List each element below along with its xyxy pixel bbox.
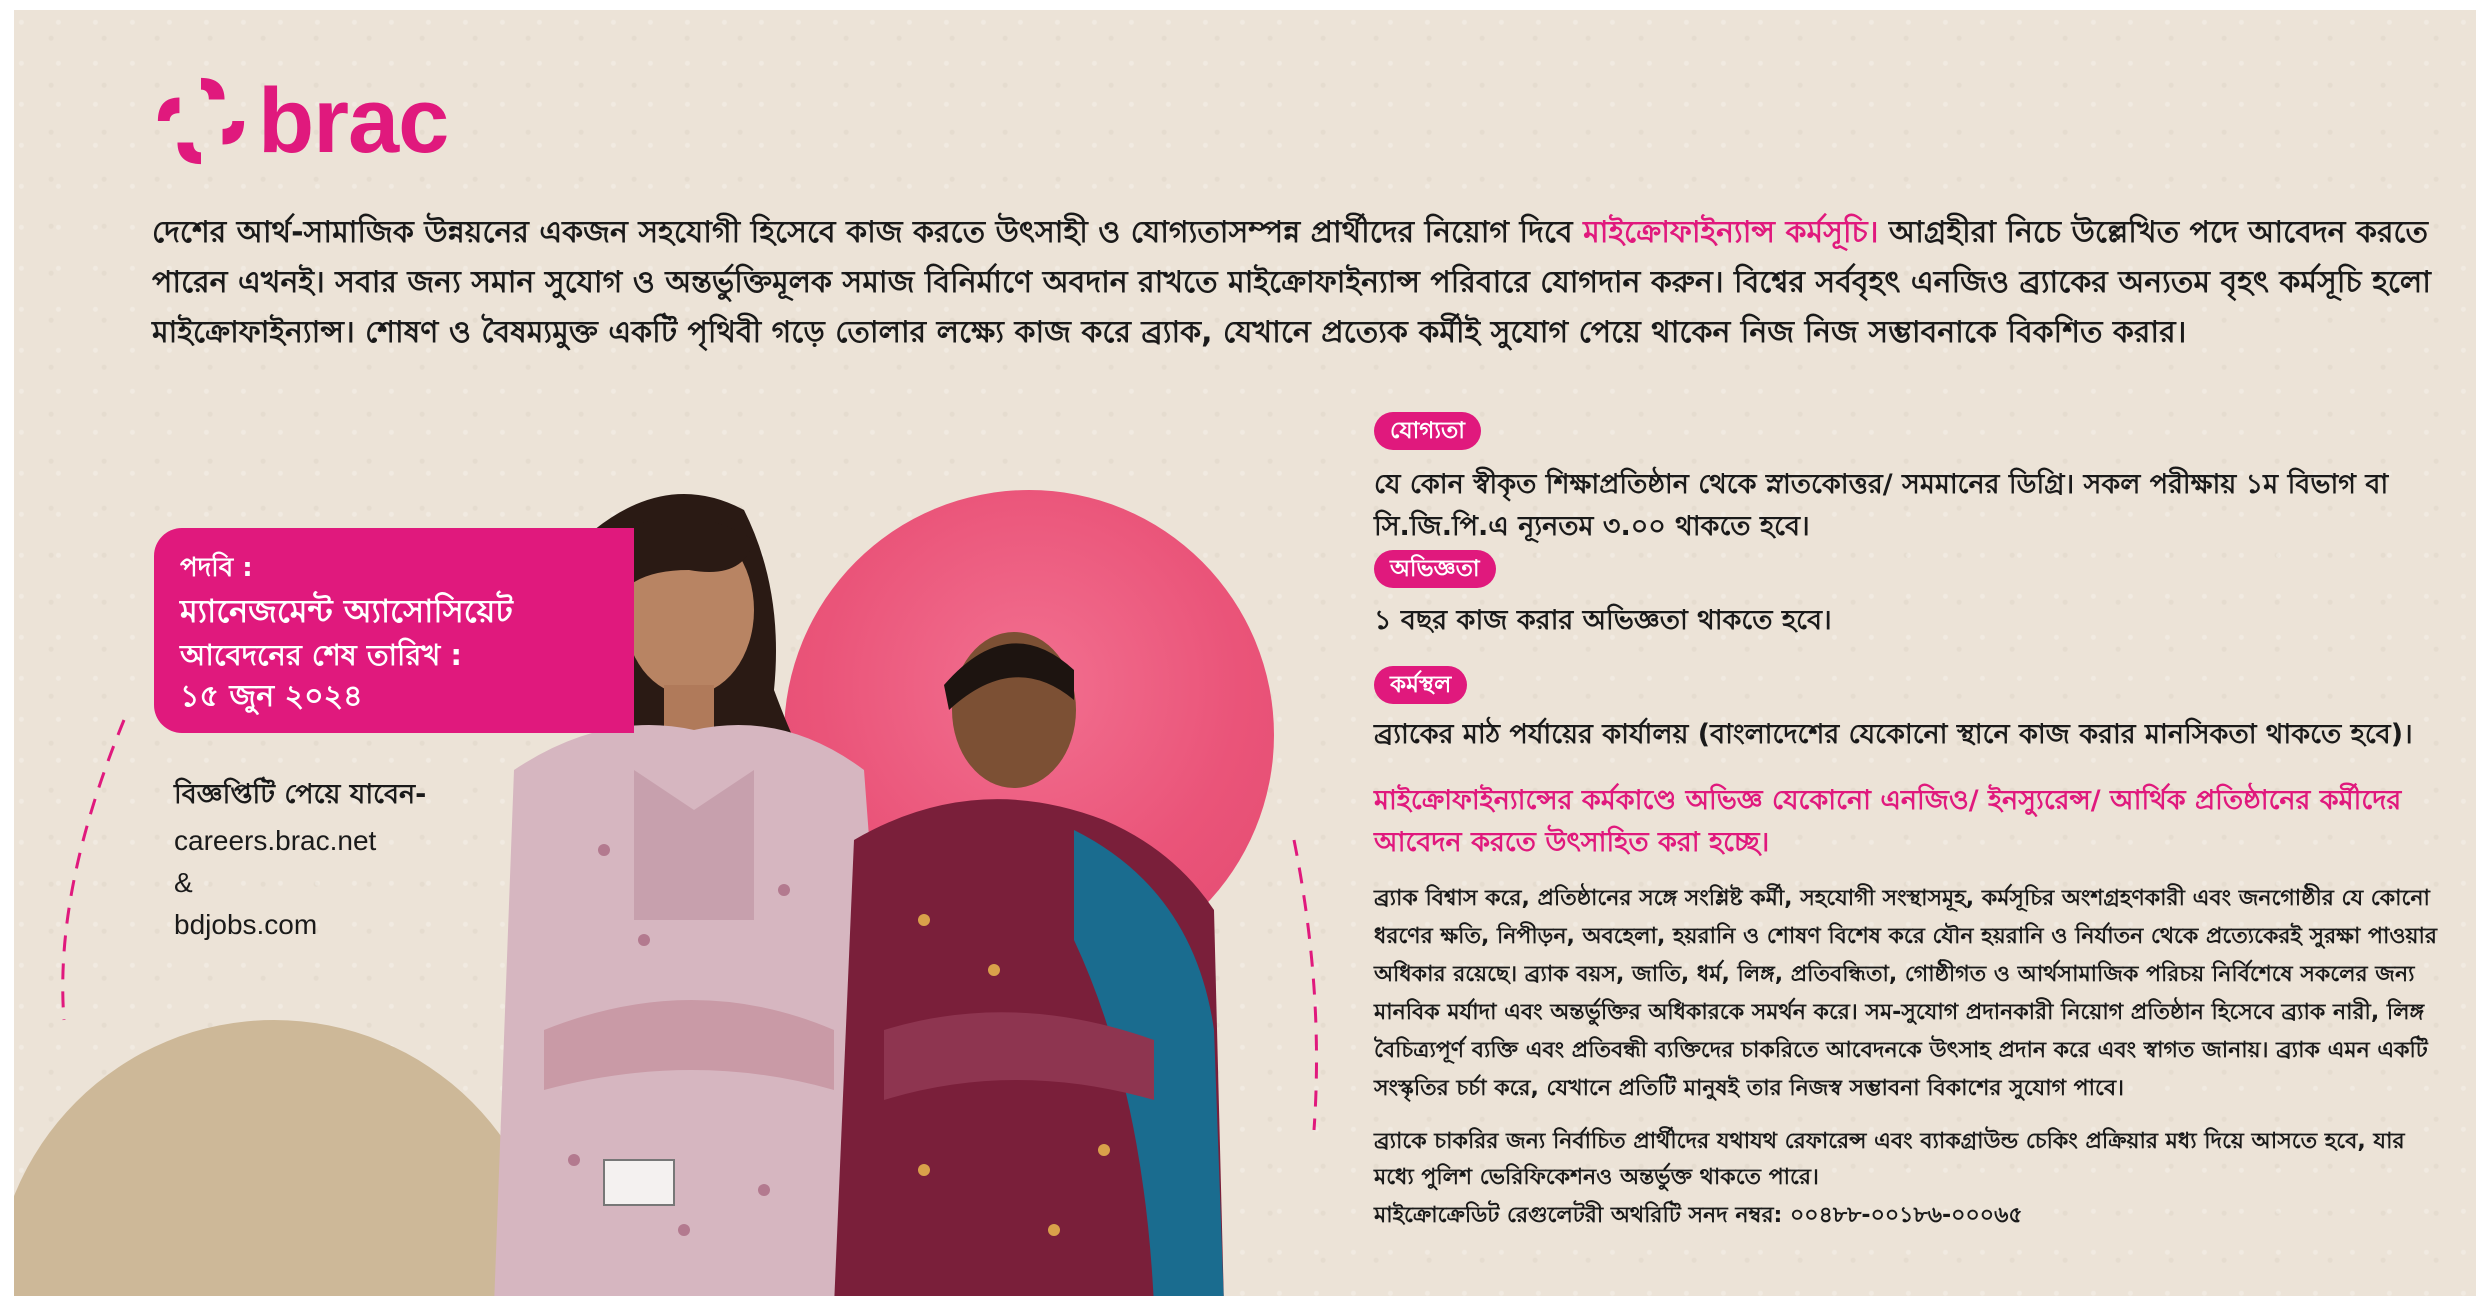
brac-pinwheel-icon bbox=[152, 72, 250, 170]
position-box bbox=[154, 528, 634, 733]
program-name: মাইক্রোফাইন্যান্স কর্মসূচি। bbox=[1583, 215, 1879, 250]
deadline-date: ১৫ জুন ২০২৪ bbox=[180, 679, 363, 714]
background-check-text: ব্র্যাকে চাকরির জন্য নির্বাচিত প্রার্থীদের যথাযথ রেফারেন্স এবং ব্যাকগ্রাউন্ড চেকিং প্রক্রিয়ার মধ্য দিয়ে আসতে হবে, যার মধ্যে পুলিশ ভেরিফিকেশনও অন্তর্ভুক্ত থাকতে পারে। bbox=[1374, 1129, 2405, 1190]
qualification-text: যে কোন স্বীকৃত শিক্ষাপ্রতিষ্ঠান থেকে স্নাতকোত্তর/ সমমানের ডিগ্রি। সকল পরীক্ষায় ১ম বিভাগ বা সি.জি.পি.এ ন্যূনতম ৩.০০ থাকতে হবে। bbox=[1374, 469, 2389, 542]
circular-heading: বিজ্ঞপ্তিটি পেয়ে যাবেন- bbox=[174, 779, 427, 810]
circular-links bbox=[174, 770, 474, 946]
bdjobs-link[interactable]: bdjobs.com bbox=[174, 909, 318, 940]
position-title: ম্যানেজমেন্ট অ্যাসোসিয়েট bbox=[180, 592, 513, 630]
workplace-tag: কর্মস্থল bbox=[1374, 666, 1467, 704]
brac-wordmark: brac bbox=[258, 70, 449, 172]
careers-link[interactable]: careers.brac.net bbox=[174, 825, 377, 856]
policy-text: ব্র্যাক বিশ্বাস করে, প্রতিষ্ঠানের সঙ্গে সংশ্লিষ্ট কর্মী, সহযোগী সংস্থাসমূহ, কর্মসূচির অংশগ্রহণকারী এবং জনগোষ্ঠীর যে কোনো ধরণের ক্ষতি, নিপীড়ন, অবহেলা, হয়রানি ও শোষণ বিশেষ করে যৌন হয়রানি ও নির্যাতন থেকে প্রত্যেকেরই সুরক্ষা পাওয়ার অধিকার রয়েছে। ব্র্যাক বয়স, জাতি, ধর্ম, লিঙ্গ, প্রতিবন্ধিতা, গোষ্ঠীগত ও আর্থসামাজিক পরিচয় নির্বিশেষে সকলের জন্য মানবিক মর্যাদা এবং অন্তর্ভুক্তির অধিকারকে সমর্থন করে। সম-সুযোগ প্রদানকারী নিয়োগ প্রতিষ্ঠান হিসেবে ব্র্যাক নারী, লিঙ্গ বৈচিত্র্যপূর্ণ ব্যক্তি এবং প্রতিবন্ধী ব্যক্তিদের চাকরিতে আবেদনকে উৎসাহ প্রদান করে এবং স্বাগত জানায়। ব্র্যাক এমন একটি সংস্কৃতির চর্চা করে, যেখানে প্রতিটি মানুষই তার নিজস্ব সম্ভাবনা বিকাশের সুযোগ পাবে। bbox=[1374, 886, 2437, 1101]
qualification-tag: যোগ্যতা bbox=[1374, 412, 1481, 450]
license-number: মাইক্রোক্রেডিট রেগুলেটরী অথরিটি সনদ নম্বর: ০০৪৮৮-০০১৮৬-০০০৬৫ bbox=[1374, 1203, 2023, 1228]
workplace-text: ব্র্যাকের মাঠ পর্যায়ের কার্যালয় (বাংলাদেশের যেকোনো স্থানে কাজ করার মানসিকতা থাকতে হবে)। bbox=[1374, 719, 2413, 750]
position-label: পদবি : bbox=[180, 553, 253, 583]
advertisement bbox=[14, 10, 2476, 1296]
intro-paragraph bbox=[152, 208, 2442, 358]
intro-lead: দেশের আর্থ-সামাজিক উন্নয়নের একজন সহযোগী হিসেবে কাজ করতে উৎসাহী ও যোগ্যতাসম্পন্ন প্রার্থীদের নিয়োগ দিবে bbox=[152, 215, 1573, 250]
experience-tag: অভিজ্ঞতা bbox=[1374, 550, 1496, 588]
ampersand: & bbox=[174, 867, 193, 898]
brac-logo[interactable] bbox=[152, 72, 448, 170]
intro-rest: আগ্রহীরা নিচে উল্লেখিত পদে আবেদন করতে পারেন এখনই। সবার জন্য সমান সুযোগ ও অন্তর্ভুক্তিমূলক সমাজ বিনির্মাণে অবদান রাখতে মাইক্রোফাইন্যান্স পরিবারে যোগদান করুন। বিশ্বের সর্ববৃহৎ এনজিও ব্র্যাকের অন্যতম বৃহৎ কর্মসূচি হলো মাইক্রোফাইন্যান্স। শোষণ ও বৈষম্যমুক্ত একটি পৃথিবী গড়ে তোলার লক্ষ্যে কাজ করে ব্র্যাক, যেখানে প্রত্যেক কর্মীই সুযোগ পেয়ে থাকেন নিজ নিজ সম্ভাবনাকে বিকশিত করার। bbox=[152, 215, 2431, 350]
deadline-label: আবেদনের শেষ তারিখ : bbox=[180, 638, 463, 672]
experience-text: ১ বছর কাজ করার অভিজ্ঞতা থাকতে হবে। bbox=[1374, 605, 1832, 636]
encourage-text: মাইক্রোফাইন্যান্সের কর্মকাণ্ডে অভিজ্ঞ যেকোনো এনজিও/ ইনস্যুরেন্স/ আর্থিক প্রতিষ্ঠানের কর্মীদের আবেদন করতে উৎসাহিত করা হচ্ছে। bbox=[1374, 785, 2402, 858]
